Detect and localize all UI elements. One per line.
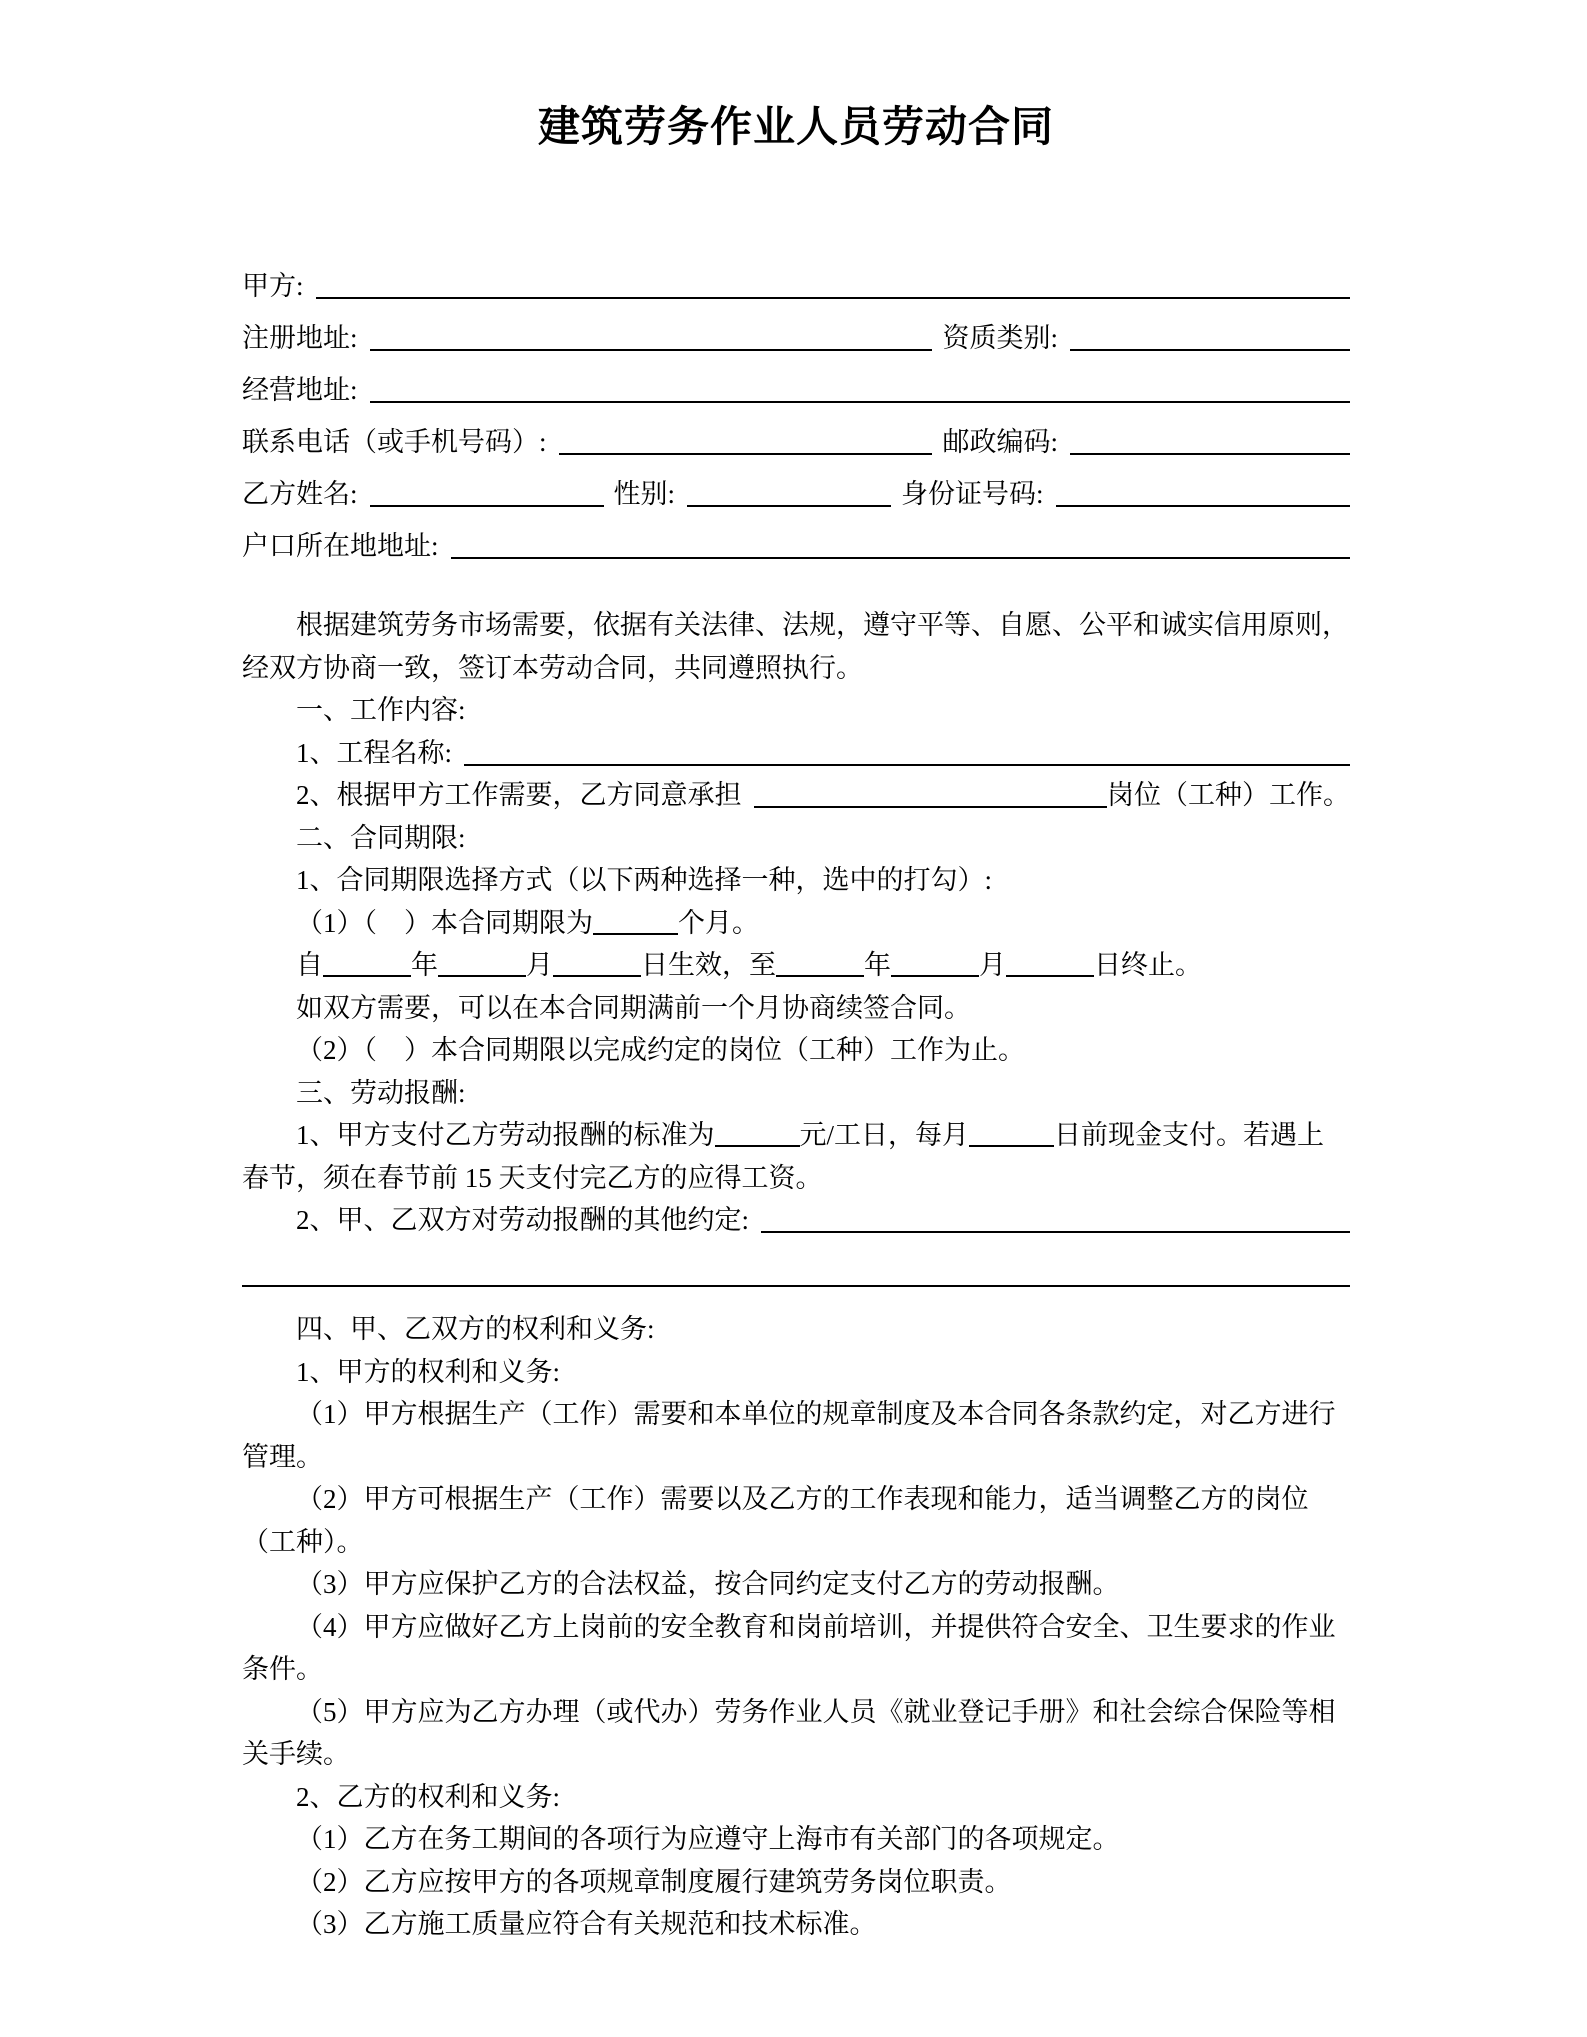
phone-blank-line xyxy=(559,453,933,455)
date-from-text: 自 xyxy=(296,950,323,980)
household-address-label: 户口所在地地址: xyxy=(242,531,439,561)
form-row-party-a xyxy=(242,260,1350,312)
registered-address-label: 注册地址: xyxy=(242,323,358,353)
position-sentence-start: 2、根据甲方工作需要，乙方同意承担 xyxy=(296,780,742,810)
qualification-label: 资质类别: xyxy=(942,323,1058,353)
pay-day-blank xyxy=(969,1145,1054,1147)
start-month-blank xyxy=(438,975,526,977)
section3-item2 xyxy=(242,1199,1350,1242)
section4-party-b-item2: （2）乙方应按甲方的各项规章制度履行建筑劳务岗位职责。 xyxy=(296,1866,1012,1897)
party-a-label: 甲方: xyxy=(242,271,304,301)
months-blank-line xyxy=(593,933,678,935)
end-year-blank xyxy=(776,975,864,977)
form-row-party-b xyxy=(242,468,1350,520)
end-year-text: 年 xyxy=(864,950,891,980)
household-address-blank-line xyxy=(451,557,1350,559)
section4-party-a-heading: 1、甲方的权利和义务: xyxy=(296,1356,561,1387)
end-month-blank xyxy=(891,975,979,977)
party-b-name-blank-line xyxy=(370,505,604,507)
date-effective-text: 日生效，至 xyxy=(641,950,776,980)
party-a-blank-line xyxy=(316,297,1350,299)
end-month-text: 月 xyxy=(979,950,1006,980)
business-address-blank-line xyxy=(370,401,1350,403)
other-agreement-label: 2、甲、乙双方对劳动报酬的其他约定: xyxy=(296,1205,750,1235)
end-day-blank xyxy=(1006,975,1094,977)
section4-party-b-item3: （3）乙方施工质量应符合有关规范和技术标准。 xyxy=(296,1909,877,1939)
section1-item1 xyxy=(242,732,1350,775)
start-month-text: 月 xyxy=(526,950,553,980)
gender-blank-line xyxy=(687,505,891,507)
section4-party-a-item4: （4）甲方应做好乙方上岗前的安全教育和岗前培训，并提供符合安全、卫生要求的作业条件。 xyxy=(242,1611,1336,1684)
pay-sentence-start: 1、甲方支付乙方劳动报酬的标准为 xyxy=(296,1120,715,1150)
business-address-label: 经营地址: xyxy=(242,375,358,405)
option1-text-end: 个月。 xyxy=(678,907,759,938)
document-content xyxy=(242,100,1350,1946)
full-width-blank-line xyxy=(242,1285,1350,1287)
document-title: 建筑劳务作业人员劳动合同 xyxy=(537,105,1054,151)
header-fill-in-form xyxy=(242,260,1350,572)
form-row-business-address xyxy=(242,364,1350,416)
section2-option1 xyxy=(242,902,1350,945)
section1-heading: 一、工作内容: xyxy=(296,695,466,725)
section2-renew-note: 如双方需要，可以在本合同期满前一个月协商续签合同。 xyxy=(296,992,971,1023)
contract-body xyxy=(242,604,1350,1946)
party-b-name-label: 乙方姓名: xyxy=(242,479,358,509)
project-name-label: 1、工程名称: xyxy=(296,737,453,768)
preamble-paragraph: 根据建筑劳务市场需要，依据有关法律、法规，遵守平等、自愿、公平和诚实信用原则，经双方协商一致，签订本劳动合同，共同遵照执行。 xyxy=(242,610,1349,683)
section4-party-a-item2: （2）甲方可根据生产（工作）需要以及乙方的工作表现和能力，适当调整乙方的岗位（工种）。 xyxy=(242,1484,1309,1557)
option1-text-start: （1）（ ）本合同期限为 xyxy=(296,907,593,938)
pay-rate-blank xyxy=(715,1145,800,1147)
section4-party-a-item1: （1）甲方根据生产（工作）需要和本单位的规章制度及本合同各条款约定，对乙方进行管理。 xyxy=(242,1399,1336,1472)
position-sentence-end: 岗位（工种）工作。 xyxy=(1107,780,1350,810)
registered-address-blank-line xyxy=(370,349,933,351)
start-day-blank xyxy=(553,975,641,977)
id-number-blank-line xyxy=(1056,505,1350,507)
gender-label: 性别: xyxy=(613,479,676,509)
continuation-ruled-line xyxy=(242,1254,1350,1297)
postal-code-label: 邮政编码: xyxy=(942,427,1058,457)
qualification-blank-line xyxy=(1070,349,1350,351)
section3-heading: 三、劳动报酬: xyxy=(296,1077,466,1108)
section2-item1: 1、合同期限选择方式（以下两种选择一种，选中的打勾）: xyxy=(296,865,993,895)
id-number-label: 身份证号码: xyxy=(901,479,1044,509)
start-year-blank xyxy=(323,975,411,977)
section2-option2: （2）（ ）本合同期限以完成约定的岗位（工种）工作为止。 xyxy=(296,1035,1025,1065)
section3-item1 xyxy=(242,1114,1350,1199)
postal-code-blank-line xyxy=(1070,453,1350,455)
form-row-household-address xyxy=(242,520,1350,572)
section4-heading: 四、甲、乙双方的权利和义务: xyxy=(296,1314,655,1344)
section2-date-line xyxy=(242,944,1350,987)
pay-sentence-mid: 元/工日，每月 xyxy=(799,1120,970,1150)
section2-heading: 二、合同期限: xyxy=(296,822,466,853)
section4-party-a-item5: （5）甲方应为乙方办理（或代办）劳务作业人员《就业登记手册》和社会综合保险等相关手续。 xyxy=(242,1696,1336,1769)
phone-label: 联系电话（或手机号码）: xyxy=(242,427,547,457)
form-row-registered-address xyxy=(242,312,1350,364)
section4-party-b-heading: 2、乙方的权利和义务: xyxy=(296,1781,561,1812)
date-end-text: 日终止。 xyxy=(1094,950,1202,980)
section1-item2 xyxy=(242,774,1350,817)
start-year-text: 年 xyxy=(411,950,438,980)
position-blank-line xyxy=(754,806,1108,808)
pay-sentence-end: 日前现金支付。若遇上春节，须在春节前 15 天支付完乙方的应得工资。 xyxy=(242,1120,1325,1193)
section4-party-b-item1: （1）乙方在务工期间的各项行为应遵守上海市有关部门的各项规定。 xyxy=(296,1824,1120,1854)
other-agreement-blank-line xyxy=(761,1231,1350,1233)
project-name-blank-line xyxy=(464,764,1350,766)
section4-party-a-item3: （3）甲方应保护乙方的合法权益，按合同约定支付乙方的劳动报酬。 xyxy=(296,1569,1120,1599)
form-row-phone xyxy=(242,416,1350,468)
